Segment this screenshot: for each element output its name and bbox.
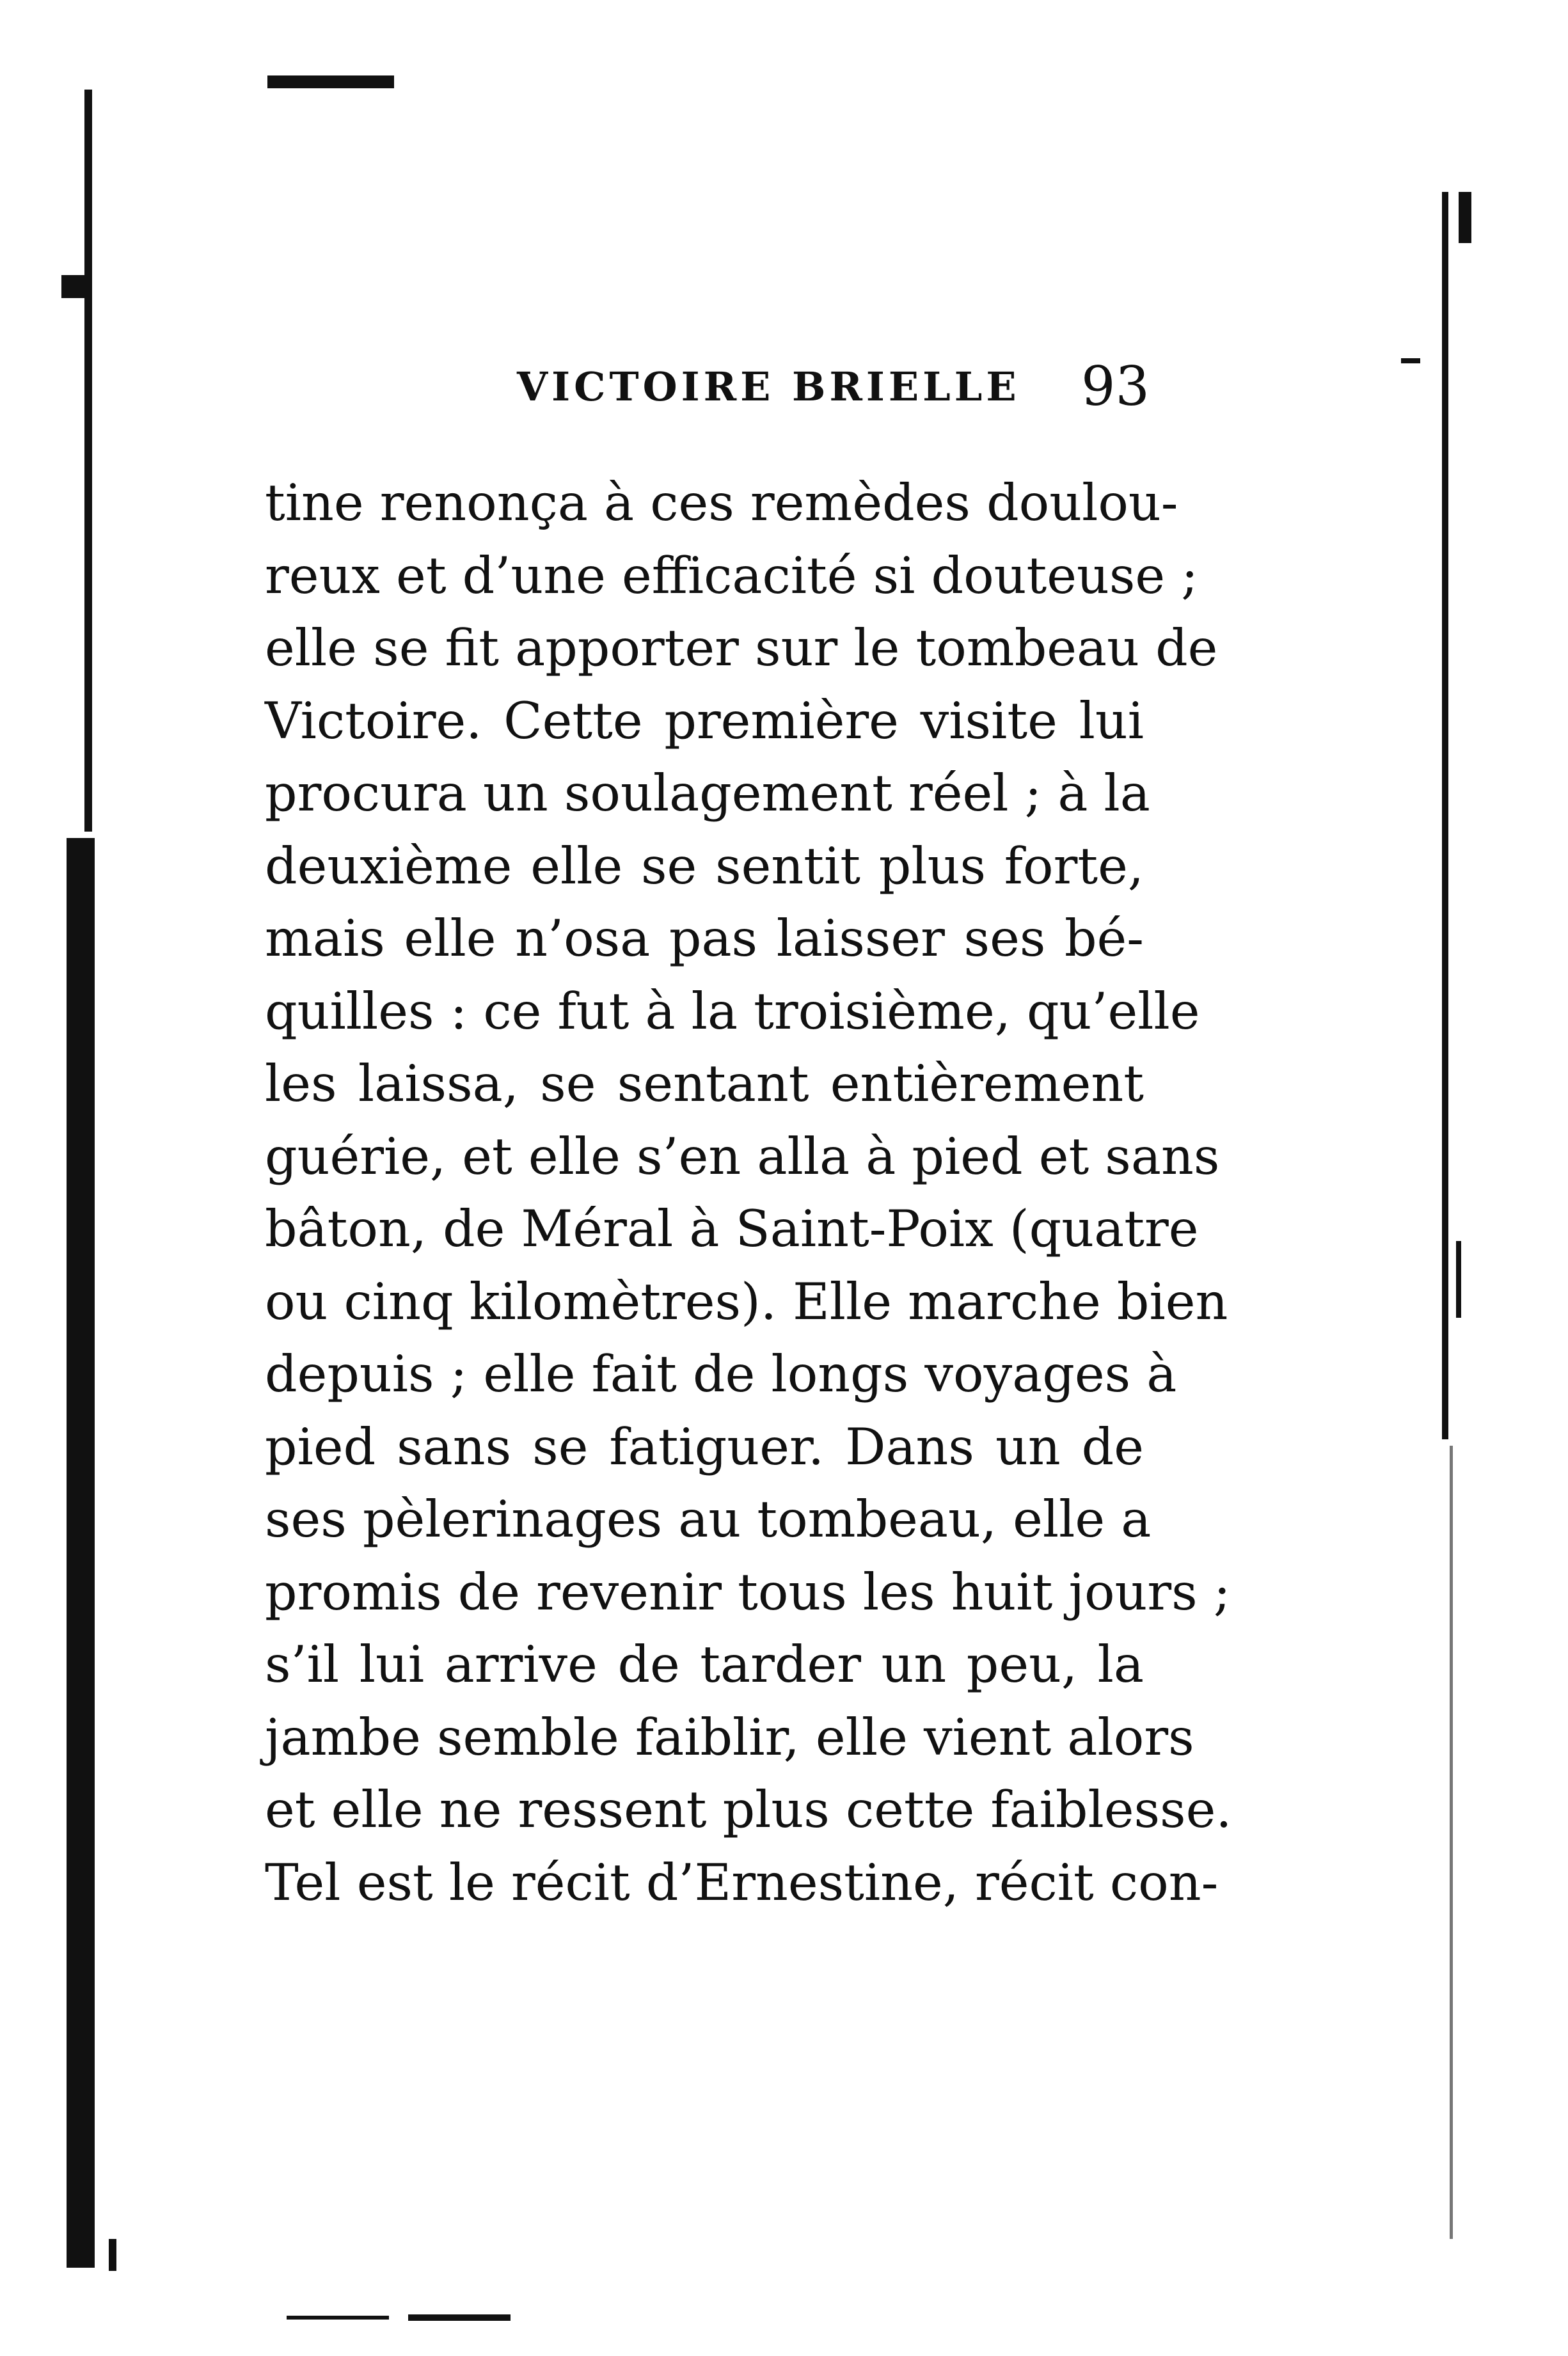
- text-line: et elle ne ressent plus cette faiblesse.: [265, 1780, 1232, 1839]
- binding-shadow: [84, 90, 92, 832]
- text-line: s’il lui arrive de tarder un peu, la: [265, 1635, 1144, 1694]
- text-line: ses pèlerinages au tombeau, elle a: [265, 1490, 1152, 1549]
- text-line: reux et d’une efficacité si douteuse ;: [265, 546, 1198, 605]
- text-line: pied sans se fatiguer. Dans un de: [265, 1417, 1144, 1476]
- text-line: guérie, et elle s’en alla à pied et sans: [265, 1127, 1220, 1186]
- text-line: deuxième elle se sentit plus forte,: [265, 836, 1144, 896]
- scan-edge-mark: [408, 2314, 511, 2321]
- running-title: VICTOIRE BRIELLE: [517, 363, 1020, 410]
- text-line: Tel est le récit d’Ernestine, récit con-: [265, 1853, 1219, 1912]
- text-line: procura un soulagement réel ; à la: [265, 764, 1150, 823]
- binding-shadow: [61, 275, 87, 298]
- text-line: mais elle n’osa pas laisser ses bé-: [265, 909, 1144, 968]
- text-line: tine renonça à ces remèdes doulou-: [265, 473, 1178, 532]
- text-line: quilles : ce fut à la troisième, qu’elle: [265, 981, 1200, 1041]
- scan-edge-mark: [287, 2316, 389, 2320]
- scan-edge-mark: [1459, 192, 1471, 243]
- scan-edge-mark: [267, 75, 394, 88]
- text-line: les laissa, se sentant entièrement: [265, 1054, 1144, 1113]
- body-text: [265, 467, 1232, 1919]
- page-edge-line: [1450, 1446, 1453, 2239]
- page-edge-line: [1442, 192, 1448, 1439]
- text-line: jambe semble faiblir, elle vient alors: [265, 1707, 1194, 1767]
- text-line: depuis ; elle fait de longs voyages à: [265, 1345, 1177, 1403]
- text-line: Victoire. Cette première visite lui: [265, 691, 1144, 750]
- scan-edge-mark: [1401, 358, 1420, 363]
- scan-edge-mark: [1456, 1241, 1461, 1318]
- text-line: elle se fit apporter sur le tombeau de: [265, 619, 1218, 677]
- text-line: promis de revenir tous les huit jours ;: [265, 1562, 1231, 1622]
- binding-shadow: [67, 838, 95, 2268]
- text-line: ou cinq kilomètres). Elle marche bien: [265, 1272, 1228, 1331]
- text-line: bâton, de Méral à Saint-Poix (quatre: [265, 1199, 1199, 1258]
- binding-shadow: [109, 2239, 116, 2271]
- page-number: 93: [1081, 355, 1150, 418]
